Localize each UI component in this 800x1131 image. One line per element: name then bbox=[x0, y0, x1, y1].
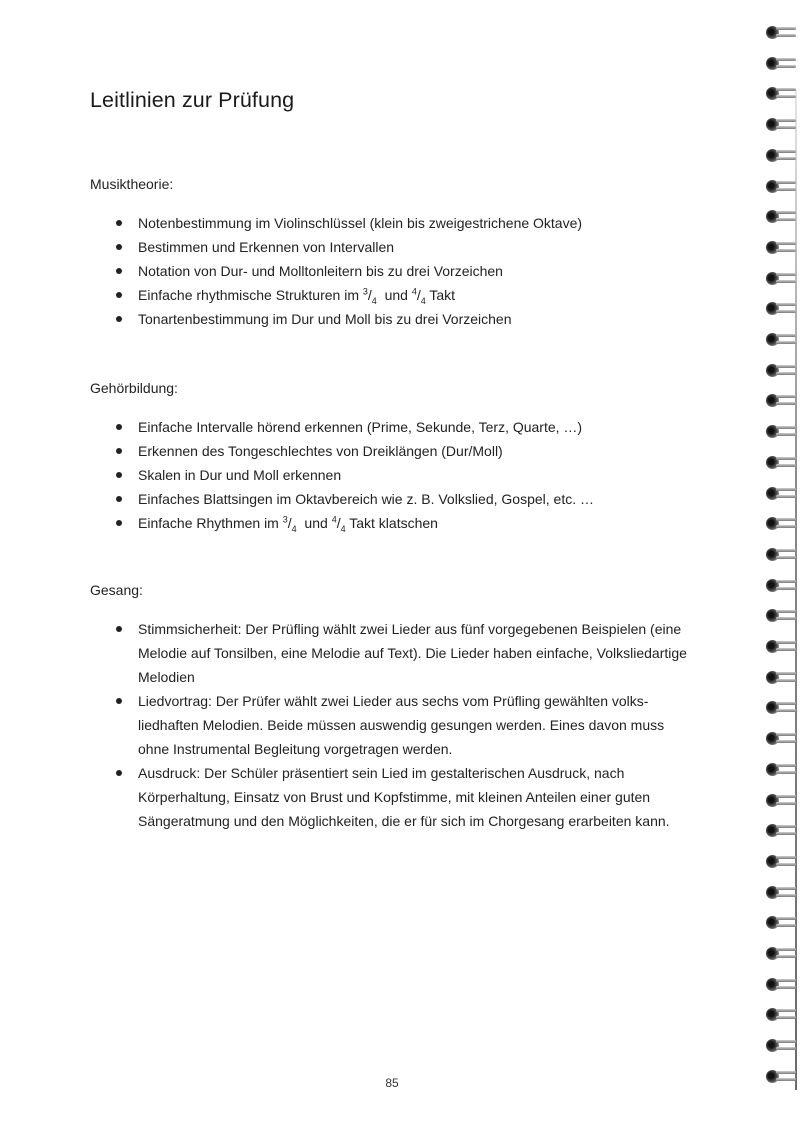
spiral-binding-ring-icon bbox=[766, 301, 796, 317]
list-item bbox=[90, 511, 710, 535]
list-item-text-mid: und bbox=[376, 287, 412, 303]
bullet-icon bbox=[116, 626, 122, 632]
fraction-numerator: 3 bbox=[282, 514, 288, 525]
list-item bbox=[90, 307, 710, 331]
spiral-binding-ring-icon bbox=[766, 516, 796, 532]
spiral-binding-ring-icon bbox=[766, 854, 796, 870]
list-item-text: Notation von Dur- und Molltonleitern bis zu drei Vorzeichen bbox=[138, 263, 503, 279]
spiral-binding-ring-icon bbox=[766, 393, 796, 409]
fraction-numerator: 4 bbox=[331, 514, 337, 525]
page-title: Leitlinien zur Prüfung bbox=[90, 88, 295, 112]
spiral-binding-ring-icon bbox=[766, 823, 796, 839]
page-number: 85 bbox=[385, 1076, 399, 1090]
list-item-text: Stimmsicherheit: Der Prüfling wählt zwei Lieder aus fünf vorgegebenen Beispielen (eine Melodie auf Tonsilben, eine Melodie auf Text). Die Lieder haben einfache, Volksliedartige Melodien bbox=[138, 621, 687, 685]
spiral-binding-ring-icon bbox=[766, 670, 796, 686]
fraction-numerator: 4 bbox=[411, 286, 417, 297]
list-item-text: Einfache Intervalle hörend erkennen (Prime, Sekunde, Terz, Quarte, …) bbox=[138, 419, 583, 435]
list-item bbox=[90, 761, 690, 833]
spiral-binding-ring-icon bbox=[766, 117, 796, 133]
spiral-binding-ring-icon bbox=[766, 25, 796, 41]
list-item bbox=[90, 487, 710, 511]
list-item bbox=[90, 235, 710, 259]
section-gehoerbildung bbox=[90, 380, 710, 535]
list-item-text: Erkennen des Tongeschlechtes von Dreiklängen (Dur/Moll) bbox=[138, 443, 503, 459]
spiral-binding-ring-icon bbox=[766, 86, 796, 102]
spiral-binding-ring-icon bbox=[766, 332, 796, 348]
list-item bbox=[90, 259, 710, 283]
spiral-binding-ring-icon bbox=[766, 363, 796, 379]
spiral-binding bbox=[740, 0, 800, 1131]
bullet-icon bbox=[116, 244, 122, 250]
list-item bbox=[90, 415, 710, 439]
list-item-text: Bestimmen und Erkennen von Intervallen bbox=[138, 239, 395, 255]
list-item-text: Tonartenbestimmung im Dur und Moll bis zu drei Vorzeichen bbox=[138, 311, 512, 327]
spiral-binding-ring-icon bbox=[766, 1069, 796, 1085]
section-heading: Gesang: bbox=[90, 582, 143, 598]
spiral-binding-ring-icon bbox=[766, 56, 796, 72]
spiral-binding-ring-icon bbox=[766, 209, 796, 225]
section-heading: Gehörbildung: bbox=[90, 380, 178, 396]
spiral-binding-ring-icon bbox=[766, 148, 796, 164]
bullet-icon bbox=[116, 292, 122, 298]
spiral-binding-ring-icon bbox=[766, 1007, 796, 1023]
list-item-text: Skalen in Dur und Moll erkennen bbox=[138, 467, 342, 483]
fraction-denominator: 4 bbox=[291, 523, 297, 534]
bullet-icon bbox=[116, 496, 122, 502]
spiral-binding-ring-icon bbox=[766, 700, 796, 716]
fraction-denominator: 4 bbox=[371, 295, 377, 306]
bullet-icon bbox=[116, 472, 122, 478]
bullet-list bbox=[90, 211, 710, 331]
bullet-icon bbox=[116, 220, 122, 226]
list-item bbox=[90, 463, 710, 487]
spiral-binding-ring-icon bbox=[766, 547, 796, 563]
bullet-icon bbox=[116, 316, 122, 322]
list-item-text-pre: Einfache Rhythmen im bbox=[138, 515, 283, 531]
fraction-denominator: 4 bbox=[340, 523, 346, 534]
bullet-icon bbox=[116, 448, 122, 454]
list-item-text-pre: Einfache rhythmische Strukturen im bbox=[138, 287, 363, 303]
spiral-binding-ring-icon bbox=[766, 455, 796, 471]
list-item-text: Ausdruck: Der Schüler präsentiert sein Lied im gestalterischen Ausdruck, nach Körperhaltung, Einsatz von Brust und Kopfstimme, mit kleinen Anteilen einer guten Sängeratmung und den Möglichkeiten, die er für sich im Chorgesang erarbeiten kann. bbox=[138, 765, 670, 829]
list-item bbox=[90, 439, 710, 463]
list-item bbox=[90, 211, 710, 235]
spiral-binding-ring-icon bbox=[766, 240, 796, 256]
list-item bbox=[90, 283, 710, 307]
time-signature-fraction: $^3/_4$ bbox=[282, 514, 297, 534]
time-signature-fraction: $^4/_4$ bbox=[331, 514, 346, 534]
bullet-icon bbox=[116, 424, 122, 430]
spiral-binding-ring-icon bbox=[766, 731, 796, 747]
time-signature-fraction: $^4/_4$ bbox=[411, 286, 426, 306]
fraction-denominator: 4 bbox=[420, 295, 426, 306]
list-item-text: Einfaches Blattsingen im Oktavbereich wie z. B. Volkslied, Gospel, etc. … bbox=[138, 491, 594, 507]
spiral-binding-ring-icon bbox=[766, 486, 796, 502]
list-item-text-post: Takt klatschen bbox=[345, 515, 438, 531]
bullet-icon bbox=[116, 268, 122, 274]
list-item bbox=[90, 689, 690, 761]
spiral-binding-ring-icon bbox=[766, 1038, 796, 1054]
spiral-binding-ring-icon bbox=[766, 179, 796, 195]
list-item-text-post: Takt bbox=[425, 287, 456, 303]
spiral-binding-ring-icon bbox=[766, 946, 796, 962]
bullet-icon bbox=[116, 770, 122, 776]
bullet-list bbox=[90, 415, 710, 535]
spiral-binding-ring-icon bbox=[766, 885, 796, 901]
section-gesang bbox=[90, 582, 710, 833]
fraction-numerator: 3 bbox=[362, 286, 368, 297]
spiral-binding-ring-icon bbox=[766, 578, 796, 594]
spiral-binding-ring-icon bbox=[766, 639, 796, 655]
spiral-binding-ring-icon bbox=[766, 424, 796, 440]
spiral-binding-ring-icon bbox=[766, 762, 796, 778]
list-item bbox=[90, 617, 690, 689]
spiral-binding-ring-icon bbox=[766, 271, 796, 287]
list-item-text: Liedvortrag: Der Prüfer wählt zwei Lieder aus sechs vom Prüfling gewählten volks-liedhaften Melodien. Beide müssen auswendig gesungen werden. Eines davon muss ohne Instrumental Begleitung vorgetragen werden. bbox=[138, 693, 665, 757]
spiral-binding-ring-icon bbox=[766, 793, 796, 809]
spiral-binding-ring-icon bbox=[766, 977, 796, 993]
bullet-icon bbox=[116, 520, 122, 526]
bullet-list bbox=[90, 617, 690, 833]
time-signature-fraction: $^3/_4$ bbox=[362, 286, 377, 306]
list-item-text-mid: und bbox=[296, 515, 332, 531]
spiral-binding-ring-icon bbox=[766, 915, 796, 931]
section-heading: Musiktheorie: bbox=[90, 176, 174, 192]
spiral-binding-ring-icon bbox=[766, 608, 796, 624]
bullet-icon bbox=[116, 698, 122, 704]
list-item-text: Notenbestimmung im Violinschlüssel (klein bis zweigestrichene Oktave) bbox=[138, 215, 583, 231]
section-musiktheorie bbox=[90, 176, 710, 331]
